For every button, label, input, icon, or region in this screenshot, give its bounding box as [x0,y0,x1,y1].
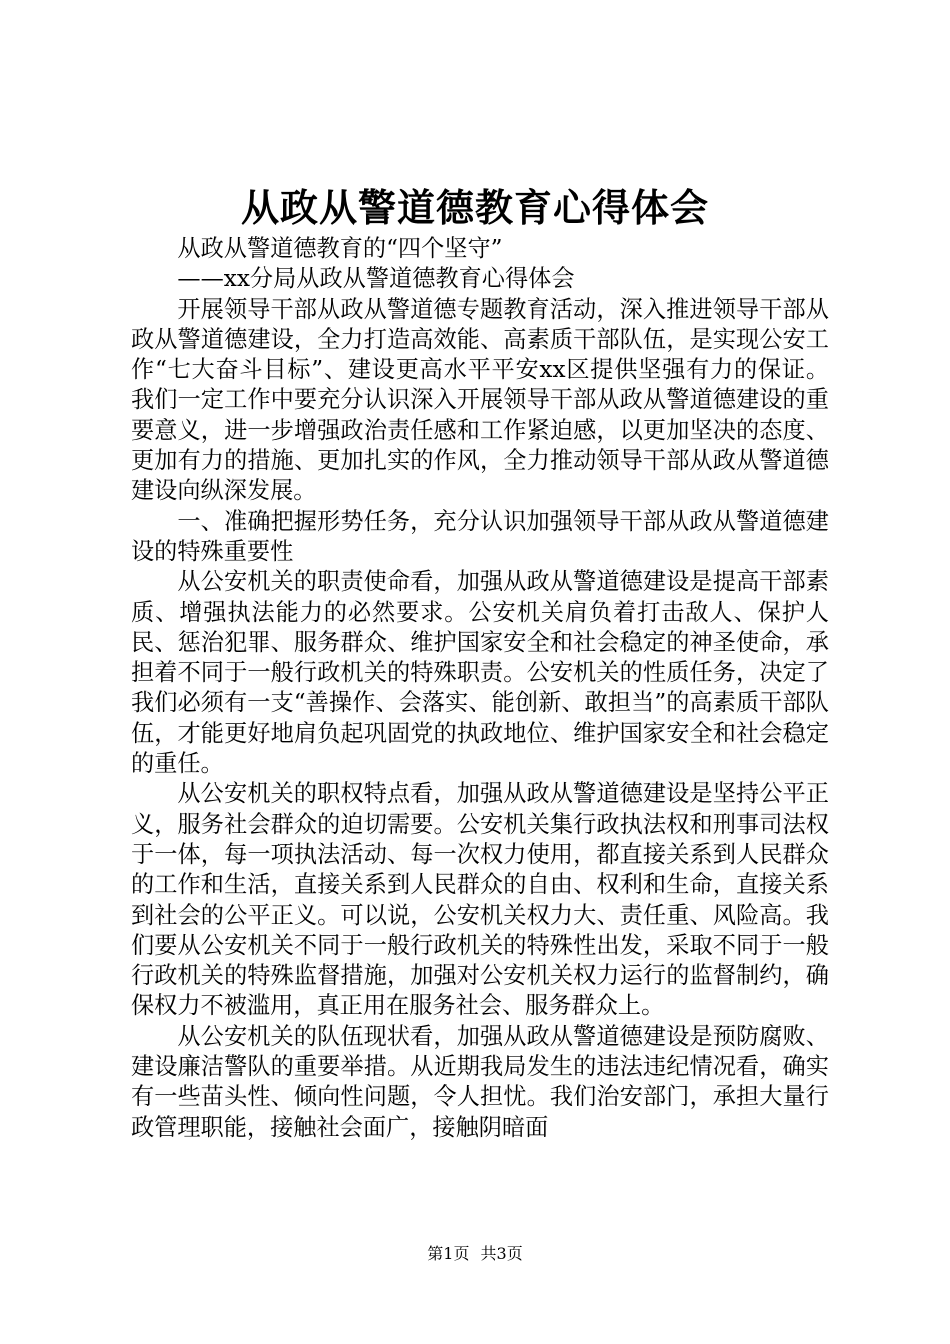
subtitle-line: ——xx分局从政从警道德教育心得体会 [177,265,575,293]
document-title: 从政从警道德教育心得体会 [240,185,709,230]
page-total: 共3页 [480,1244,523,1263]
document-body [131,234,829,1143]
section-heading: 一、准确把握形势任务，充分认识加强领导干部从政从警道德建设的特殊重要性 [131,507,829,565]
body-paragraph: 从公安机关的职责使命看，加强从政从警道德建设是提高干部素质、增强执法能力的必然要求。公安机关肩负着打击敌人、保护人民、惩治犯罪、服务群众、维护国家安全和社会稳定的神圣使命，承担着不同于一般行政机关的特殊职责。公安机关的性质任务，决定了我们必须有一支“善操作、会落实、能创新、敢担当”的高素质干部队伍，才能更好地肩负起巩固党的执政地位、维护国家安全和社会稳定的重任。 [131,568,829,778]
page-footer [0,1244,950,1264]
body-paragraph: 开展领导干部从政从警道德专题教育活动，深入推进领导干部从政从警道德建设，全力打造高效能、高素质干部队伍，是实现公安工作“七大奋斗目标”、建设更高水平平安xx区提供坚强有力的保证。我们一定工作中要充分认识深入开展领导干部从政从警道德建设的重要意义，进一步增强政治责任感和工作紧迫感，以更加坚决的态度、更加有力的措施、更加扎实的作风，全力推动领导干部从政从警道德建设向纵深发展。 [131,295,829,505]
page-number: 第1页 [427,1244,470,1263]
body-paragraph: 从公安机关的队伍现状看，加强从政从警道德建设是预防腐败、建设廉洁警队的重要举措。从近期我局发生的违法违纪情况看，确实有一些苗头性、倾向性问题，令人担忧。我们治安部门，承担大量行政管理职能，接触社会面广，接触阴暗面 [131,1022,829,1141]
body-paragraph: 从公安机关的职权特点看，加强从政从警道德建设是坚持公平正义，服务社会群众的迫切需要。公安机关集行政执法权和刑事司法权于一体，每一项执法活动、每一次权力使用，都直接关系到人民群众的工作和生活，直接关系到人民群众的自由、权利和生命，直接关系到社会的公平正义。可以说，公安机关权力大、责任重、风险高。我们要从公安机关不同于一般行政机关的特殊性出发，采取不同于一般行政机关的特殊监督措施，加强对公安机关权力运行的监督制约，确保权力不被滥用，真正用在服务社会、服务群众上。 [131,780,829,1020]
subtitle-line: 从政从警道德教育的“四个坚守” [177,235,503,262]
